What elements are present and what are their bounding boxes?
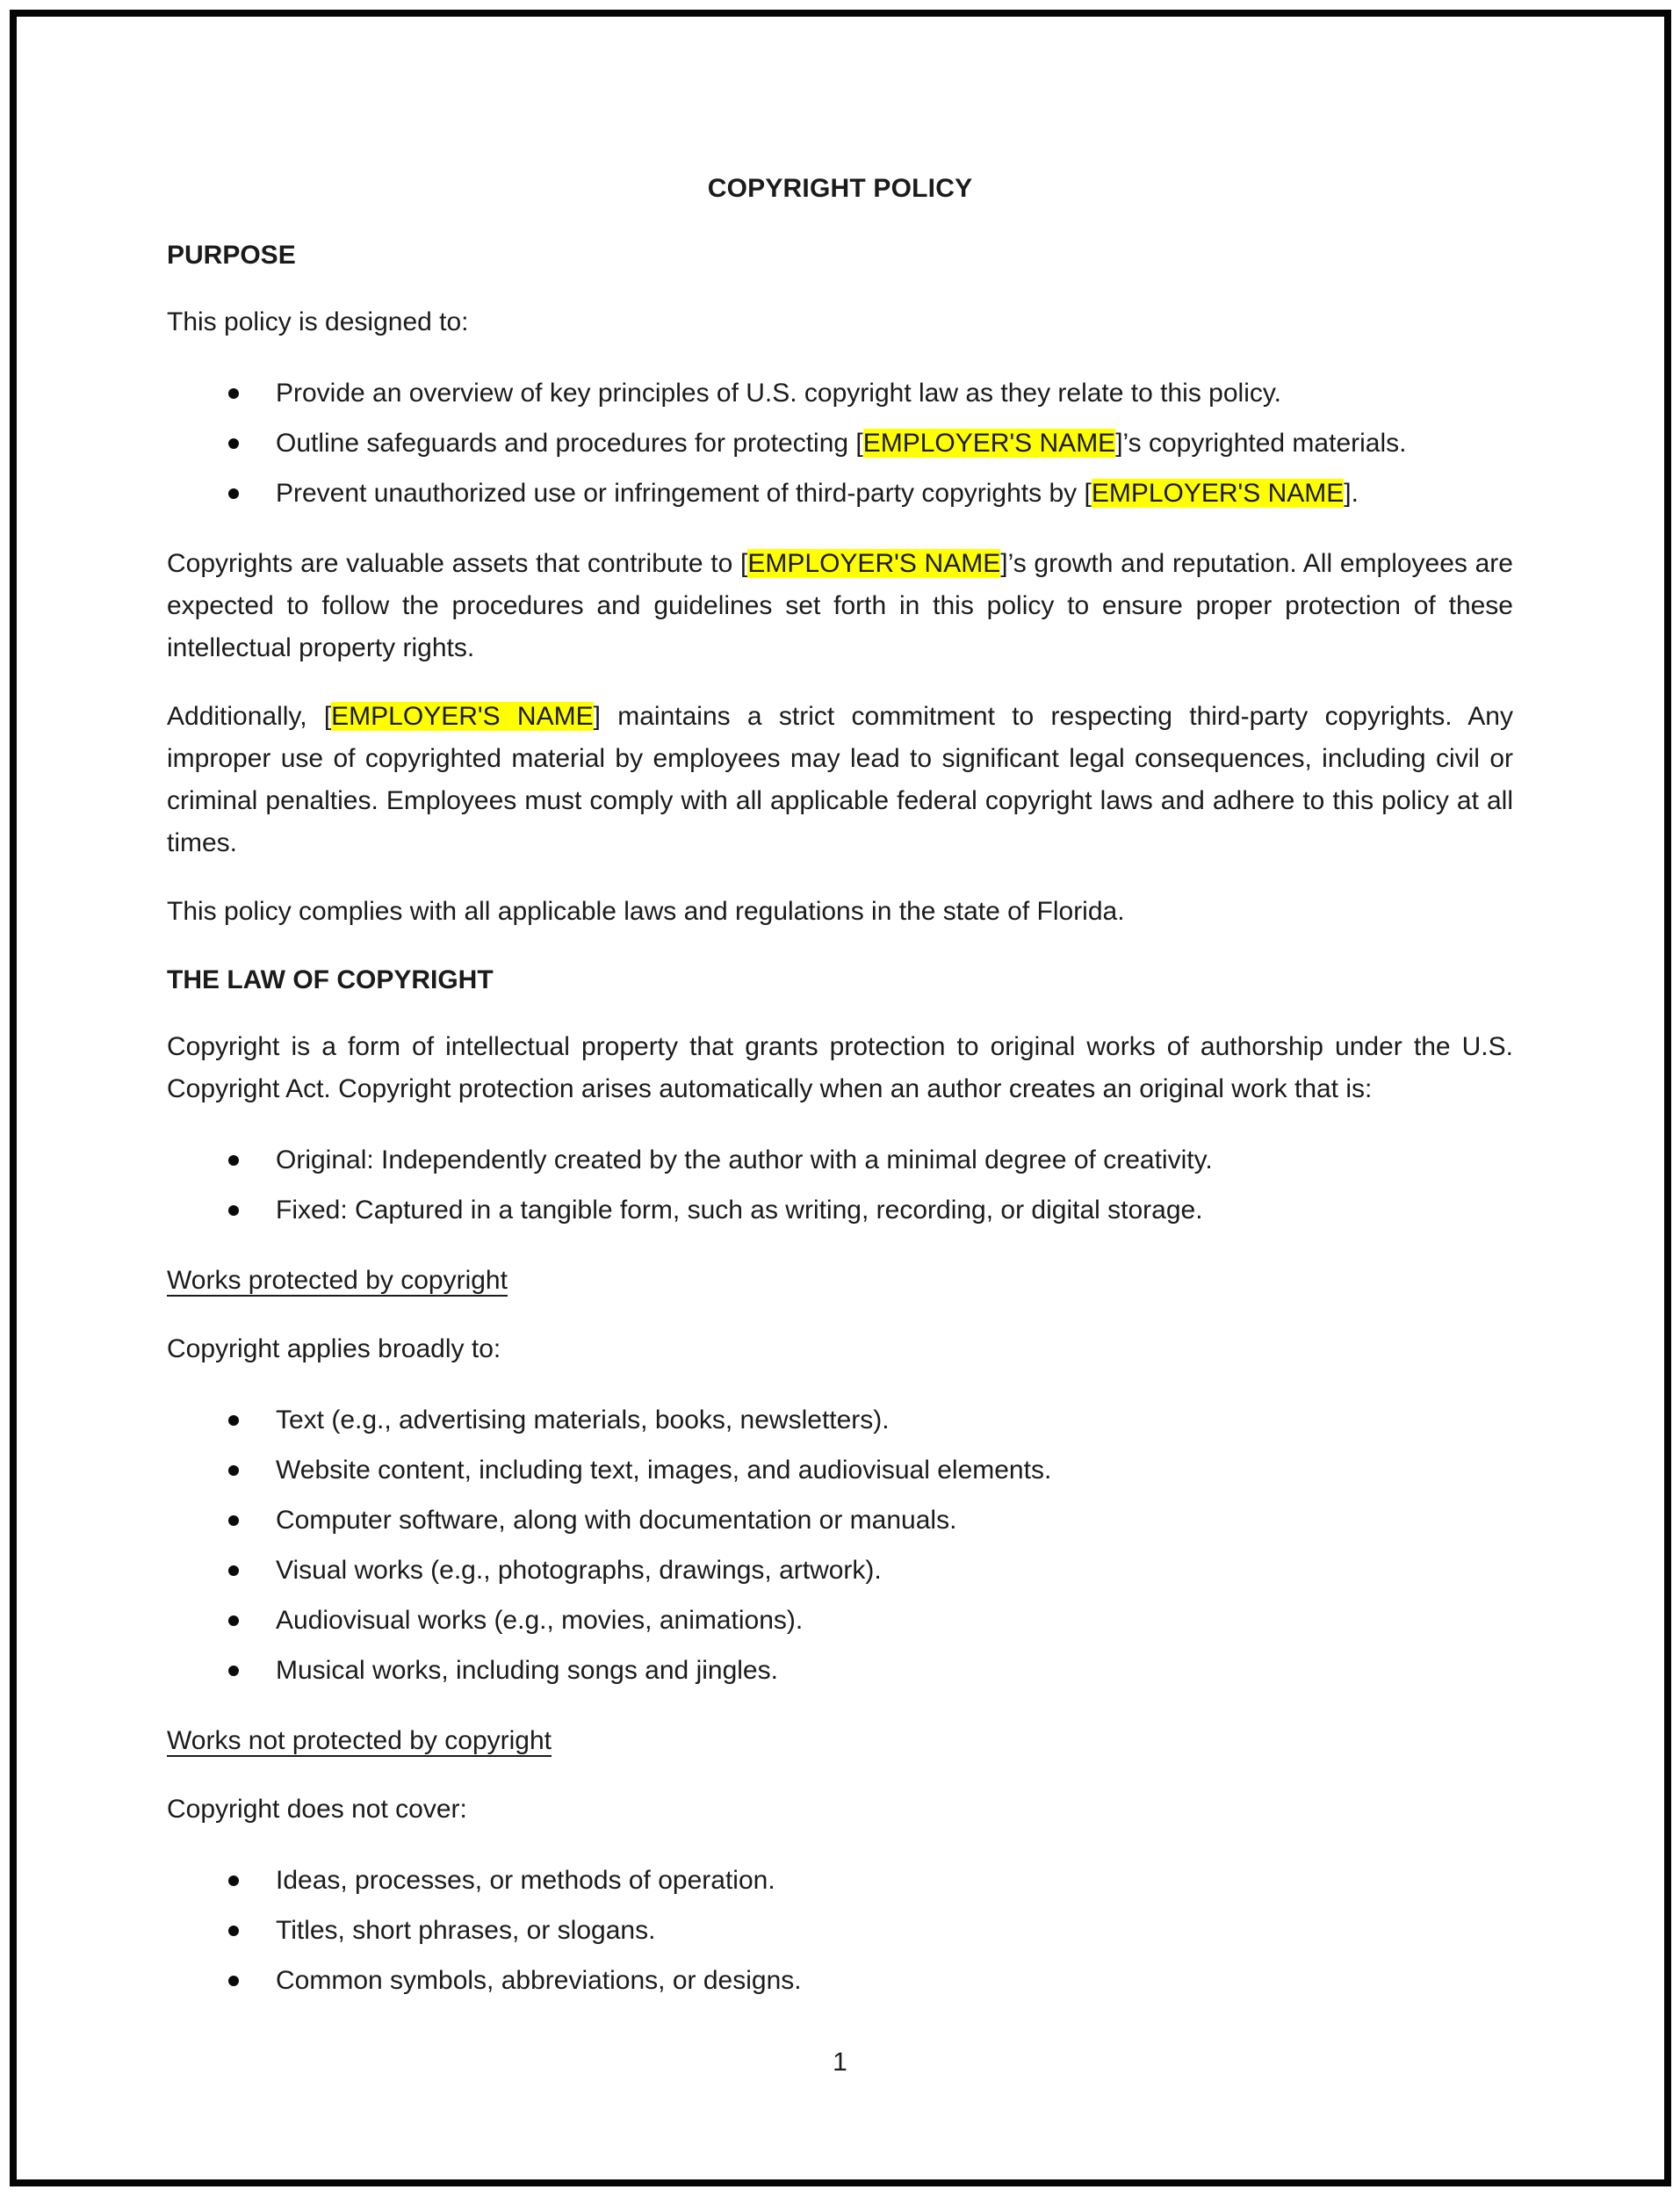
bullet-item: Common symbols, abbreviations, or designs. (167, 1960, 1513, 2002)
bullet-text: Provide an overview of key principles of U.S. copyright law as they relate to this policy. (276, 379, 1281, 408)
bullet-item (167, 473, 1513, 515)
page-number: 1 (833, 2048, 847, 2077)
bullet-item: Ideas, processes, or methods of operation. (167, 1860, 1513, 1902)
paragraph-text: Copyrights are valuable assets that contribute to [ (167, 549, 748, 578)
highlight-placeholder: EMPLOYER'S NAME (331, 702, 594, 731)
bullet-item: Musical works, including songs and jingles. (167, 1650, 1513, 1692)
bullet-item: Titles, short phrases, or slogans. (167, 1910, 1513, 1952)
bullet-item: Text (e.g., advertising materials, books, newsletters). (167, 1399, 1513, 1442)
law-intro-paragraph: Copyright is a form of intellectual property that grants protection to original works of authorship under the U.S. Copyright Act. Copyright protection arises automatically when an author creates an original work that is: (167, 1032, 1513, 1103)
bullet-item: Computer software, along with documentation or manuals. (167, 1500, 1513, 1542)
highlight-placeholder: EMPLOYER'S NAME (1091, 479, 1345, 508)
purpose-intro: This policy is designed to: (167, 307, 469, 336)
bullet-text: Prevent unauthorized use or infringement of third-party copyrights by [ (276, 479, 1092, 508)
not-protected-bullet-list (167, 1860, 1513, 2002)
highlight-placeholder: EMPLOYER'S NAME (747, 549, 1001, 578)
purpose-bullet-list (167, 372, 1513, 515)
protected-works-bullet-list (167, 1399, 1513, 1692)
bullet-item: Visual works (e.g., photographs, drawings, artwork). (167, 1550, 1513, 1592)
purpose-heading: PURPOSE (167, 241, 296, 270)
works-not-protected-subheading: Works not protected by copyright (167, 1726, 552, 1755)
bullet-item: Fixed: Captured in a tangible form, such as writing, recording, or digital storage. (167, 1189, 1513, 1232)
bullet-item: Audiovisual works (e.g., movies, animations). (167, 1600, 1513, 1642)
works-not-protected-intro: Copyright does not cover: (167, 1795, 467, 1824)
originality-bullet-list (167, 1139, 1513, 1232)
bullet-text: ]’s copyrighted materials. (1115, 429, 1407, 458)
bullet-item (167, 372, 1513, 415)
works-protected-intro: Copyright applies broadly to: (167, 1334, 501, 1363)
law-of-copyright-heading: THE LAW OF COPYRIGHT (167, 965, 494, 994)
paragraph-additionally (167, 696, 1513, 864)
paragraph-florida-compliance: This policy complies with all applicable laws and regulations in the state of Florida. (167, 897, 1125, 926)
document-page (167, 168, 1513, 2030)
paragraph-text: ]’s growth and reputation. All employees are expected to follow the procedures and guidelines set forth in this policy to ensure proper protection of these intellectual property rights. (167, 549, 1513, 662)
document-title: COPYRIGHT POLICY (707, 174, 973, 203)
bullet-item: Website content, including text, images, and audiovisual elements. (167, 1449, 1513, 1492)
paragraph-text: Additionally, [ (167, 702, 332, 731)
bullet-text: ]. (1344, 479, 1359, 508)
bullet-item (167, 423, 1513, 465)
works-protected-subheading: Works protected by copyright (167, 1266, 508, 1295)
paragraph-copyright-assets (167, 543, 1513, 669)
bullet-text: Outline safeguards and procedures for protecting [ (276, 429, 863, 458)
bullet-item: Original: Independently created by the author with a minimal degree of creativity. (167, 1139, 1513, 1182)
highlight-placeholder: EMPLOYER'S NAME (862, 429, 1116, 458)
paragraph-text: ] maintains a strict commitment to respecting third-party copyrights. Any improper use of copyrighted material by employees may lead to significant legal consequences, including civil or criminal penalties. Employees must comply with all applicable federal copyright laws and adhere to this policy at all times. (167, 702, 1513, 857)
